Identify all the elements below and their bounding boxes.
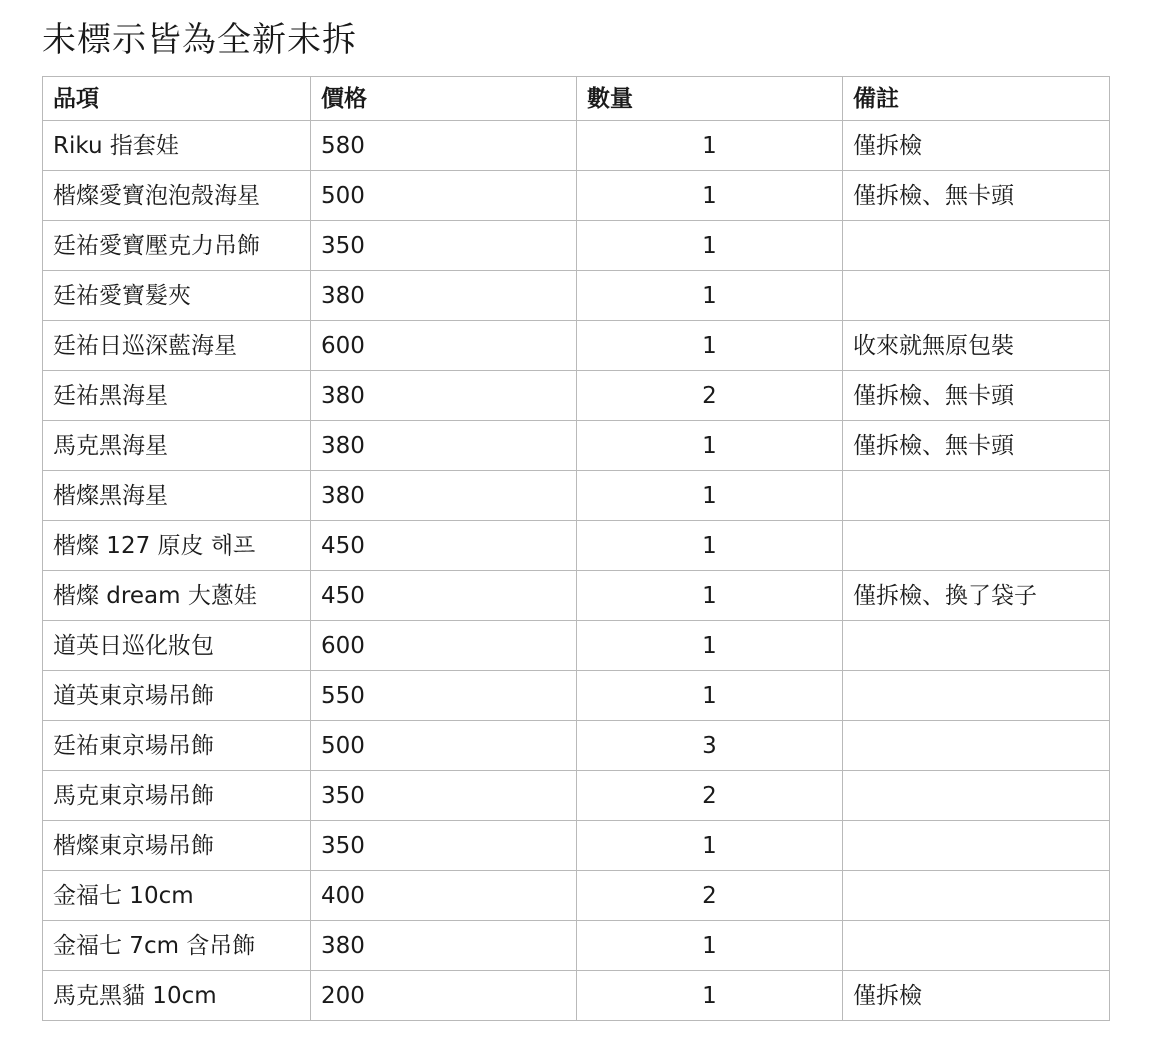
item-quantity: 2 (577, 771, 843, 821)
item-name: 馬克東京場吊飾 (43, 771, 311, 821)
item-price: 550 (311, 671, 577, 721)
table-row (43, 871, 1110, 921)
item-price: 350 (311, 221, 577, 271)
item-quantity: 1 (577, 821, 843, 871)
item-price: 580 (311, 121, 577, 171)
item-name: 道英東京場吊飾 (43, 671, 311, 721)
item-quantity: 1 (577, 621, 843, 671)
table-header-row (43, 77, 1110, 121)
item-note: 僅拆檢 (843, 971, 1110, 1021)
item-price: 450 (311, 571, 577, 621)
item-name: 道英日巡化妝包 (43, 621, 311, 671)
item-quantity: 1 (577, 171, 843, 221)
item-name: 廷祐愛寶髮夾 (43, 271, 311, 321)
item-quantity: 3 (577, 721, 843, 771)
item-name: 馬克黑貓 10cm (43, 971, 311, 1021)
table-row (43, 921, 1110, 971)
header-price: 價格 (311, 77, 577, 121)
item-quantity: 1 (577, 121, 843, 171)
item-quantity: 1 (577, 921, 843, 971)
item-quantity: 1 (577, 221, 843, 271)
item-price: 500 (311, 721, 577, 771)
table-row (43, 971, 1110, 1021)
item-note: 僅拆檢 (843, 121, 1110, 171)
item-quantity: 1 (577, 971, 843, 1021)
item-note (843, 621, 1110, 671)
item-name: 廷祐黑海星 (43, 371, 311, 421)
page-title: 未標示皆為全新未拆 (42, 20, 357, 60)
item-quantity: 2 (577, 371, 843, 421)
item-note (843, 471, 1110, 521)
item-name: Riku 指套娃 (43, 121, 311, 171)
item-note (843, 921, 1110, 971)
item-price: 600 (311, 621, 577, 671)
item-note (843, 271, 1110, 321)
item-price: 600 (311, 321, 577, 371)
table-row (43, 471, 1110, 521)
table-row (43, 221, 1110, 271)
item-price: 380 (311, 921, 577, 971)
table-row (43, 321, 1110, 371)
item-note: 僅拆檢、換了袋子 (843, 571, 1110, 621)
table-row (43, 271, 1110, 321)
item-note (843, 671, 1110, 721)
item-note (843, 221, 1110, 271)
item-quantity: 1 (577, 321, 843, 371)
item-quantity: 1 (577, 521, 843, 571)
item-quantity: 2 (577, 871, 843, 921)
item-name: 廷祐愛寶壓克力吊飾 (43, 221, 311, 271)
header-note: 備註 (843, 77, 1110, 121)
item-price: 200 (311, 971, 577, 1021)
item-name: 楷燦東京場吊飾 (43, 821, 311, 871)
item-price: 380 (311, 471, 577, 521)
item-note: 僅拆檢、無卡頭 (843, 421, 1110, 471)
item-note (843, 521, 1110, 571)
item-quantity: 1 (577, 671, 843, 721)
header-item: 品項 (43, 77, 311, 121)
item-note (843, 871, 1110, 921)
header-quantity: 數量 (577, 77, 843, 121)
item-note: 僅拆檢、無卡頭 (843, 171, 1110, 221)
table-row (43, 171, 1110, 221)
item-name: 楷燦 127 原皮 해프 (43, 521, 311, 571)
table-row (43, 771, 1110, 821)
item-price: 450 (311, 521, 577, 571)
item-quantity: 1 (577, 271, 843, 321)
item-name: 廷祐日巡深藍海星 (43, 321, 311, 371)
item-note: 收來就無原包裝 (843, 321, 1110, 371)
item-price: 380 (311, 271, 577, 321)
table-row (43, 421, 1110, 471)
item-name: 金福七 10cm (43, 871, 311, 921)
item-name: 金福七 7cm 含吊飾 (43, 921, 311, 971)
item-name: 廷祐東京場吊飾 (43, 721, 311, 771)
table-row (43, 521, 1110, 571)
item-quantity: 1 (577, 421, 843, 471)
item-price: 400 (311, 871, 577, 921)
table-row (43, 621, 1110, 671)
item-note (843, 721, 1110, 771)
item-price: 350 (311, 821, 577, 871)
item-name: 馬克黑海星 (43, 421, 311, 471)
item-note: 僅拆檢、無卡頭 (843, 371, 1110, 421)
table-body (43, 121, 1110, 1021)
table-row (43, 721, 1110, 771)
item-quantity: 1 (577, 571, 843, 621)
item-name: 楷燦 dream 大蔥娃 (43, 571, 311, 621)
table-row (43, 671, 1110, 721)
table-row (43, 371, 1110, 421)
item-price: 350 (311, 771, 577, 821)
table-row (43, 571, 1110, 621)
item-name: 楷燦黑海星 (43, 471, 311, 521)
item-price: 380 (311, 421, 577, 471)
item-note (843, 771, 1110, 821)
item-quantity: 1 (577, 471, 843, 521)
item-note (843, 821, 1110, 871)
item-price: 380 (311, 371, 577, 421)
item-name: 楷燦愛寶泡泡殼海星 (43, 171, 311, 221)
item-list-table (42, 76, 1110, 1021)
table-row (43, 121, 1110, 171)
table-row (43, 821, 1110, 871)
item-price: 500 (311, 171, 577, 221)
